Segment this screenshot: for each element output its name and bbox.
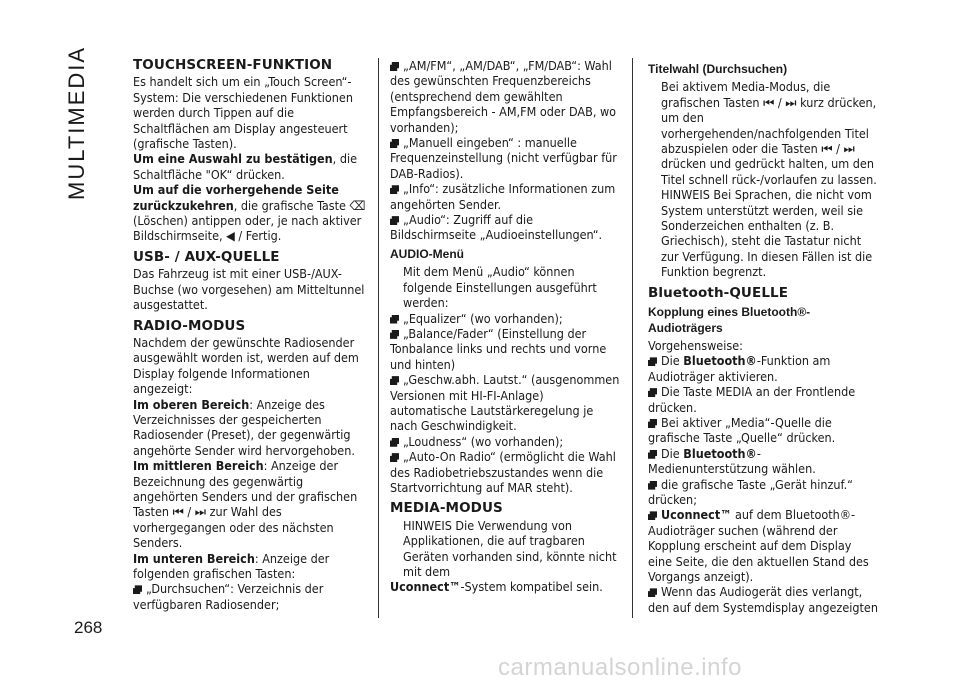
list-item	[648, 507, 878, 584]
paragraph-text: Es handelt sich um ein „Touch Screen“-System: Die verschiedenen Funktionen werden durch Tippen auf die Schaltflächen am Display angesteuert (grafische Tasten).	[133, 74, 353, 152]
list-item-text: „Auto-On Radio“ (ermöglicht die Wahl des Radiobetriebszustandes wenn die Startvorrichtung auf MAR steht).	[390, 449, 616, 495]
list-item-text: auf dem Bluetooth®-Audioträger suchen (während der Kopplung erscheint auf dem Display eine Seite, die den aktuellen Stand des Vorgangs anzeigt).	[648, 507, 869, 584]
list-item	[390, 58, 620, 135]
bullet-icon	[133, 585, 142, 594]
list-item	[648, 584, 878, 615]
section-heading: MEDIA-MODUS	[390, 500, 503, 517]
paragraph-text: Nachdem der gewünschte Radiosender ausgewählt worden ist, werden auf dem Display folgende Informationen angezeigt:	[133, 334, 359, 397]
list-item-text: „Info“: zusätzliche Informationen zum angehörten Sender.	[390, 181, 616, 212]
paragraph-text: : Anzeige der folgenden grafischen Tasten:	[133, 550, 330, 581]
paragraph	[133, 397, 371, 459]
list-item-text: „Audio“: Zugriff auf die Bildschirmseite „Audioeinstellungen“.	[390, 212, 603, 243]
list-item-text: -Funktion am Audioträger aktivieren.	[648, 353, 831, 384]
list-item-text: „Geschw.abh. Lautst.“ (ausgenommen Versionen mit HI-FI-Anlage) automatische Lautstärkeregelung je nach Geschwindigkeit.	[390, 372, 620, 434]
bullet-icon	[390, 315, 399, 324]
subsection-heading: AUDIO-Menü	[390, 246, 464, 261]
paragraph	[133, 551, 371, 582]
paragraph	[648, 338, 878, 353]
paragraph-text: -System kompatibel sein.	[460, 579, 603, 595]
paragraph-text: , die grafische Taste ⌫ (Löschen) antippen oder, je nach aktiver Bildschirmseite, ◀ / Fertig.	[133, 197, 366, 244]
list-item	[390, 212, 620, 243]
bullet-icon	[648, 357, 657, 366]
paragraph	[133, 266, 371, 312]
bullet-icon	[648, 588, 657, 597]
paragraph	[390, 518, 620, 580]
list-item	[390, 311, 620, 326]
bullet-icon	[648, 388, 657, 397]
subsection-heading: Kopplung eines Bluetooth®-Audioträgers	[648, 305, 811, 335]
subsection-heading: Titelwahl (Durchsuchen)	[648, 62, 788, 76]
bold-term: Uconnect™	[390, 579, 461, 595]
bullet-icon	[390, 438, 399, 447]
paragraph	[648, 79, 878, 187]
list-item-prefix: Die	[661, 353, 684, 369]
paragraph	[390, 264, 620, 310]
list-item-text: „Equalizer“ (wo vorhanden);	[403, 310, 563, 326]
text-column-1	[133, 58, 371, 612]
list-item	[133, 581, 371, 612]
section-title: MULTIMEDIA	[64, 45, 89, 200]
list-item	[390, 449, 620, 495]
paragraph-text: HINWEIS Bei Sprachen, die nicht vom System unterstützt werden, weil sie Sonderzeichen enthalten (z. B. Griechisch), steht die Tastatur nicht zur Verfügung. In diesen Fällen ist die Funktion begrenzt.	[661, 187, 873, 280]
list-item-text: „Manuell eingeben“ : manuelle Frequenzeinstellung (nicht verfügbar für DAB-Radios).	[390, 135, 617, 181]
list-item	[648, 477, 878, 508]
list-item	[390, 372, 620, 434]
bullet-icon	[390, 139, 399, 148]
list-item	[648, 415, 878, 446]
paragraph-text: : Anzeige des Verzeichnisses der gespeicherten Radiosender (Preset), der gegenwärtig angehörte Sender wird hervorgehoben.	[133, 396, 355, 458]
bold-term: Im oberen Bereich	[133, 396, 250, 412]
list-item	[390, 181, 620, 212]
paragraph	[133, 458, 371, 550]
list-item	[648, 446, 878, 477]
paragraph	[133, 74, 371, 151]
paragraph-text: Mit dem Menü „Audio“ können folgende Einstellungen ausgeführt werden:	[403, 264, 597, 311]
section-heading: USB- / AUX-QUELLE	[133, 248, 280, 265]
list-item-text: die grafische Taste „Gerät hinzuf.“ drücken;	[648, 476, 853, 507]
paragraph	[133, 151, 371, 182]
list-item	[648, 384, 878, 415]
bold-term: Bluetooth®	[683, 445, 757, 461]
bullet-icon	[648, 481, 657, 490]
page-number: 268	[74, 618, 103, 637]
paragraph	[133, 182, 371, 244]
bullet-icon	[390, 216, 399, 225]
bullet-icon	[648, 450, 657, 459]
section-heading: RADIO-MODUS	[133, 317, 246, 334]
paragraph	[390, 579, 620, 594]
paragraph-text: Bei aktivem Media-Modus, die grafischen Tasten ⏮ / ⏭ kurz drücken, um den vorhergehenden/nachfolgenden Titel abzuspielen oder die Tasten ⏮ / ⏭ drücken und gedrückt halten, um den Titel schnell rück-/vorlaufen zu lassen.	[661, 79, 877, 187]
bold-term: Im mittleren Bereich	[133, 458, 264, 474]
bullet-icon	[648, 419, 657, 428]
list-item	[648, 353, 878, 384]
paragraph-text: HINWEIS Die Verwendung von Applikationen, die auf tragbaren Geräten vorhanden sind, könnte nicht mit dem	[403, 517, 617, 579]
bullet-icon	[390, 376, 399, 385]
list-item-text: „Loudness“ (wo vorhanden);	[403, 433, 564, 449]
text-column-2	[390, 58, 620, 595]
bold-term: Um eine Auswahl zu bestätigen	[133, 151, 333, 167]
bullet-icon	[648, 511, 657, 520]
list-item	[390, 135, 620, 181]
paragraph	[133, 335, 371, 397]
bold-term: Um auf die vorhergehende Seite zurückzukehren	[133, 182, 339, 213]
paragraph-text: Vorgehensweise:	[648, 337, 743, 353]
list-item-prefix: Die	[661, 445, 684, 461]
list-item	[390, 326, 620, 372]
paragraph-text: : Anzeige der Bezeichnung des gegenwärtig angehörten Senders und der grafischen Tasten ⏮ / ⏭ zur Wahl des vorhergegangen oder des nächsten Senders.	[133, 458, 358, 551]
list-item-text: Bei aktiver „Media“-Quelle die grafische Taste „Quelle“ drücken.	[648, 414, 836, 446]
bullet-icon	[390, 453, 399, 462]
bold-term: Im unteren Bereich	[133, 550, 255, 566]
bold-term: Bluetooth®	[683, 353, 757, 369]
list-item-text: Die Taste MEDIA an der Frontlende drücken.	[648, 384, 856, 415]
list-item	[390, 434, 620, 449]
bullet-icon	[390, 62, 399, 71]
list-item-text: „AM/FM“, „AM/DAB“, „FM/DAB“: Wahl des gewünschten Frequenzbereichs (entsprechend dem gewählten Empfangsbereich - AM,FM oder DAB, wo vorhanden);	[390, 58, 617, 135]
list-item-text: Wenn das Audiogerät dies verlangt, den auf dem Systemdisplay angezeigten	[648, 584, 878, 615]
section-heading: Bluetooth-QUELLE	[648, 284, 789, 301]
section-heading: TOUCHSCREEN-FUNKTION	[133, 57, 333, 73]
paragraph-text: Das Fahrzeug ist mit einer USB-/AUX-Buchse (wo vorgesehen) am Mitteltunnel ausgestattet.	[133, 266, 365, 313]
list-item-text: „Balance/Fader“ (Einstellung der Tonbalance links und rechts und vorne und hinten)	[390, 325, 607, 372]
list-item-text: -Medienunterstützung wählen.	[648, 445, 816, 477]
list-item-text: „Durchsuchen“: Verzeichnis der verfügbaren Radiosender;	[133, 581, 324, 612]
column-divider-1	[378, 58, 379, 618]
watermark: carmanualsonline.info	[498, 654, 742, 681]
bold-term: Uconnect™	[661, 507, 732, 523]
text-column-3	[648, 58, 878, 615]
paragraph	[648, 187, 878, 279]
bullet-icon	[390, 185, 399, 194]
paragraph-text: , die Schaltfläche "OK“ drücken.	[133, 151, 358, 182]
column-divider-2	[632, 58, 633, 618]
bullet-icon	[390, 330, 399, 339]
